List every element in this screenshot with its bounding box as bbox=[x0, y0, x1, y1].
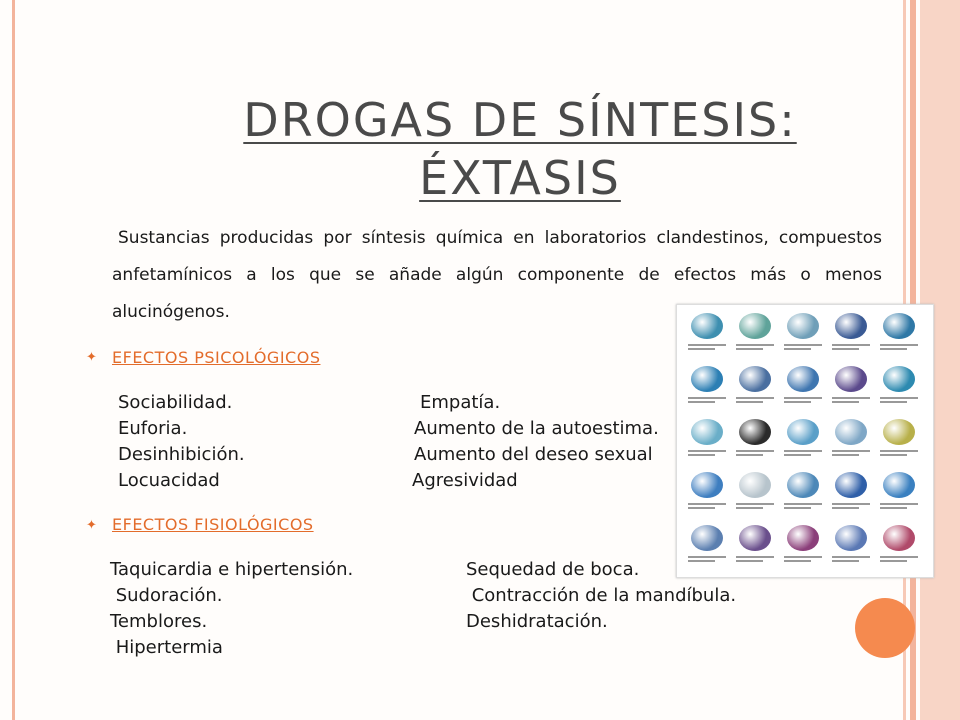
pill-caption bbox=[688, 501, 726, 513]
effect-item: Contracción de la mandíbula. bbox=[466, 585, 737, 606]
pill bbox=[787, 366, 819, 392]
effect-item: Locuacidad bbox=[118, 470, 220, 491]
pill-caption bbox=[784, 554, 822, 566]
pill bbox=[835, 366, 867, 392]
pill bbox=[691, 313, 723, 339]
pill-caption bbox=[784, 395, 822, 407]
slide-title-line2: ÉXTASIS bbox=[419, 151, 621, 205]
pill bbox=[883, 366, 915, 392]
effect-item: Taquicardia e hipertensión. bbox=[110, 559, 354, 580]
pill-caption bbox=[688, 342, 726, 354]
pill bbox=[835, 525, 867, 551]
effect-item: Aumento de la autoestima. bbox=[414, 418, 659, 439]
pill-caption bbox=[736, 501, 774, 513]
pill bbox=[739, 419, 771, 445]
pill-caption bbox=[736, 342, 774, 354]
decorative-orange-circle bbox=[855, 598, 915, 658]
pill-caption bbox=[688, 448, 726, 460]
pill bbox=[883, 472, 915, 498]
effect-item: Hipertermia bbox=[110, 637, 223, 658]
bullet-icon: ✦ bbox=[86, 350, 97, 365]
effect-item: Desinhibición. bbox=[118, 444, 245, 465]
pill bbox=[787, 313, 819, 339]
pill bbox=[787, 419, 819, 445]
effect-item: Euforia. bbox=[118, 418, 188, 439]
pill-caption bbox=[736, 554, 774, 566]
pill-caption bbox=[832, 501, 870, 513]
section-heading-fisiologicos: EFECTOS FISIOLÓGICOS bbox=[112, 515, 314, 534]
pill-caption bbox=[736, 448, 774, 460]
pill-caption bbox=[688, 554, 726, 566]
pill-caption bbox=[784, 448, 822, 460]
pill-caption bbox=[880, 342, 918, 354]
pill-caption bbox=[880, 554, 918, 566]
pill-caption bbox=[880, 448, 918, 460]
pill-caption bbox=[784, 342, 822, 354]
pill bbox=[691, 525, 723, 551]
pill bbox=[835, 313, 867, 339]
pill-caption bbox=[880, 501, 918, 513]
pill-caption bbox=[832, 554, 870, 566]
pill-caption bbox=[832, 342, 870, 354]
pill bbox=[883, 525, 915, 551]
pill bbox=[835, 472, 867, 498]
pill bbox=[739, 313, 771, 339]
section-heading-psicologicos: EFECTOS PSICOLÓGICOS bbox=[112, 348, 321, 367]
pill bbox=[739, 472, 771, 498]
pill-caption bbox=[736, 395, 774, 407]
pill bbox=[883, 419, 915, 445]
pill bbox=[787, 472, 819, 498]
pill bbox=[691, 419, 723, 445]
effect-item: Temblores. bbox=[110, 611, 208, 632]
effect-item: Sociabilidad. bbox=[118, 392, 233, 413]
effect-item: Sequedad de boca. bbox=[466, 559, 640, 580]
left-decor-stripe bbox=[12, 0, 15, 720]
pill bbox=[883, 313, 915, 339]
pill-caption bbox=[832, 395, 870, 407]
effect-item: Sudoración. bbox=[110, 585, 223, 606]
pill bbox=[835, 419, 867, 445]
pill bbox=[739, 366, 771, 392]
effect-item: Deshidratación. bbox=[466, 611, 608, 632]
slide-title-line1: DROGAS DE SÍNTESIS: bbox=[243, 93, 797, 147]
bullet-icon: ✦ bbox=[86, 518, 97, 533]
effect-item: Aumento del deseo sexual bbox=[414, 444, 653, 465]
effect-item: Empatía. bbox=[420, 392, 501, 413]
pill bbox=[787, 525, 819, 551]
pill bbox=[739, 525, 771, 551]
pill bbox=[691, 472, 723, 498]
pill bbox=[691, 366, 723, 392]
pill-caption bbox=[688, 395, 726, 407]
intro-text: Sustancias producidas por síntesis química en laboratorios clandestinos, compuestos anfetamínicos a los que se añade algún componente de efectos más o menos alucinógenos. bbox=[112, 228, 882, 322]
pill-caption bbox=[784, 501, 822, 513]
pill-caption bbox=[880, 395, 918, 407]
effect-item: Agresividad bbox=[412, 470, 518, 491]
ecstasy-pills-photo bbox=[676, 304, 934, 578]
pill-caption bbox=[832, 448, 870, 460]
